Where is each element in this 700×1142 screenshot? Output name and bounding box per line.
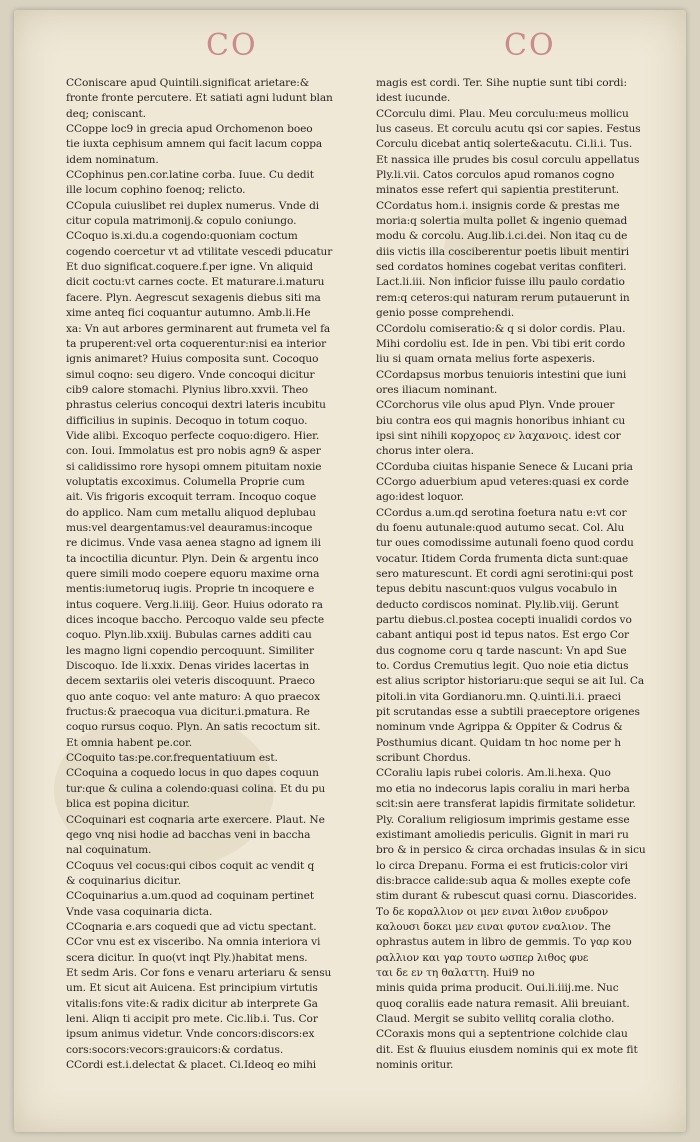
text-line: ta incoctilia dicuntur. Plyn. Dein & argentu inco (66, 552, 319, 565)
text-line: cors:socors:vecors:grauicors:& cordatus. (66, 1043, 284, 1056)
text-line: Et nassica ille prudes bis cosul corculu appellatus (376, 153, 640, 166)
text-line: CCoppe loc9 in grecia apud Orchomenon boeo (66, 123, 313, 136)
text-line: chorus inter olera. (376, 445, 474, 458)
text-line: Mihi cordoliu est. Ide in pen. Vbi tibi erit cordo (376, 337, 626, 350)
text-line: dus cognome coru q tarde nascunt: Vn apd Sue (376, 644, 627, 657)
text-line: tur oues comodissime autunali foeno quod cordu (376, 537, 634, 550)
text-line: diis victis illa cosciberentur poetis libuit mentiri (376, 245, 630, 258)
text-line: liu si quam ornata melius forte aspexeris. (376, 353, 596, 366)
text-line: dices incoque baccho. Percoquo valde seu pfecte (66, 614, 325, 627)
text-line: CConiscare apud Quintili.significat arietare:& (66, 77, 310, 89)
text-line: modu & corcolu. Aug.lib.i.ci.dei. Non itaq cu de (376, 230, 628, 243)
text-line: qego vnq nisi hodie ad bacchas veni in baccha (66, 828, 311, 841)
text-line: facere. Plyn. Aegrescut sexagenis diebus siti ma (66, 291, 321, 304)
text-line: ραλλιον και γαρ τουτο ωσπερ λιθος φυε (376, 951, 589, 964)
text-line: CCordus a.um.qd serotina foetura natu e:vt cor (376, 506, 627, 519)
text-line: nominis oritur. (376, 1059, 454, 1071)
text-line: Vnde vasa coquinaria dicta. (66, 905, 213, 918)
text-line: genio posse comprehendi. (376, 307, 515, 320)
text-line: CCordapsus morbus tenuioris intestini que iuni (376, 368, 627, 381)
text-line: simul coqno: seu digero. Vnde concoqui dicitur (66, 368, 315, 381)
book-page (14, 10, 686, 1132)
text-line: CCorduba ciuitas hispanie Senece & Lucani pria (376, 460, 633, 473)
text-line: dit. Est & fluuius eiusdem nominis qui ex mote fit (376, 1043, 638, 1056)
text-line: est alius scriptor historiaru:que sequi se ait Iul. Ca (376, 675, 645, 688)
text-line: intus coquere. Verg.li.iiij. Geor. Huius odorato ra (66, 598, 323, 611)
text-line: tie iuxta cephisum amnem qui facit lacum coppa (66, 138, 323, 151)
text-line: to. Cordus Cremutius legit. Quo noie etia dictus (376, 660, 629, 673)
text-line: phrastus celerius concoqui dextri lateris incubitu (66, 399, 326, 412)
text-line: minis quida prima producit. Oui.li.iiij.me. Nuc (376, 982, 619, 995)
text-line: scit:sin aere transferat lapidis firmitate solidetur. (376, 798, 636, 811)
text-line: Claud. Mergit se subito vellitq coralia clotho. (376, 1012, 615, 1025)
text-line: καλουσι δοκει μεν ειναι φυτον εναλιον. The (376, 920, 611, 933)
text-line: minatos esse refert qui sapientia prestiterunt. (376, 184, 620, 197)
text-line: deq; coniscant. (66, 107, 146, 120)
text-line: nal coquinatum. (66, 844, 152, 857)
text-line: citur copula matrimonij.& copulo coniungo. (66, 215, 297, 228)
text-line: moria:q solertia multa pollet & ingenio quemad (376, 215, 628, 228)
text-line: decem sextariis olei veteris discoquunt. Praeco (66, 675, 315, 688)
text-line: Ply.li.vii. Catos corculos apud romanos cogno (376, 169, 615, 182)
text-line: mo etia no indecorus lapis coraliu in mari herba (376, 782, 630, 795)
text-line: CCorgo aduerbium apud veteres:quasi ex corde (376, 475, 629, 488)
text-line: CCoqnaria e.ars coquedi que ad victu spectant. (66, 920, 317, 933)
text-line: ago:idest loquor. (376, 491, 464, 504)
text-line: si calidissimo rore hysopi omnem pituitam noxie (66, 460, 322, 473)
text-line: Discoquo. Ide li.xxix. Denas virides lacertas in (66, 660, 310, 673)
text-line: ait. Vis frigoris excoquit terram. Incoquo coque (66, 491, 317, 504)
text-line: lus caseus. Et corculu acutu qsi cor sapies. Festus (376, 123, 641, 136)
text-line: quere simili modo coepere equoru maxime orna (66, 568, 320, 580)
text-line: ille locum cophino foenoq; relicto. (66, 184, 246, 197)
text-line: CCor vnu est ex visceribo. Na omnia interiora vi (66, 936, 321, 949)
text-line: existimant amoliedis periculis. Gignit in mari ru (376, 828, 629, 841)
text-line: sed cordatos homines cogebat veritas confiteri. (376, 261, 627, 274)
text-line: CCoquito tas:pe.cor.frequentatiuum est. (66, 752, 278, 765)
text-line: ipsum animus videtur. Vnde concors:discors:ex (66, 1028, 315, 1041)
text-line: ta pruperent:vel orta coquerentur:nisi ea interior (66, 337, 327, 350)
text-line: ophrastus autem in libro de gemmis. Το γαρ κου (376, 936, 632, 949)
text-line: xa: Vn aut arbores germinarent aut frumeta vel fa (66, 322, 331, 335)
text-line: pit scrutandas esse a subtili praeceptore origenes (376, 706, 640, 719)
text-line: um. Et sicut ait Auicena. Est principium virtutis (66, 982, 318, 995)
text-line: ores iliacum nominant. (376, 383, 498, 396)
text-line: coquo. Plyn.lib.xxiij. Bubulas carnes additi cau (66, 629, 312, 642)
text-line: magis est cordi. Ter. Sihe nuptie sunt tibi cordi: (376, 77, 627, 89)
text-line: fronte fronte percutere. Et satiati agni ludunt blan (66, 92, 333, 105)
text-line: CCophinus pen.cor.latine corba. Iuue. Cu dedit (66, 169, 314, 182)
text-line: CCoraliu lapis rubei coloris. Am.li.hexa. Quo (376, 767, 611, 780)
text-line: tur:que & culina a colendo:quasi colina. Et du pu (66, 782, 326, 795)
text-line: Vide alibi. Excoquo perfecte coquo:digero. Hier. (66, 429, 320, 442)
text-line: Το δε κοραλλιον οι μεν ειναι λιθον ενυδρον (376, 905, 609, 918)
text-line: CCoquina a coquedo locus in quo dapes coquun (66, 767, 319, 780)
text-line: Et omnia habent pe.cor. (66, 736, 193, 749)
text-line: CCorculu dimi. Plau. Meu corculu:meus mollicu (376, 107, 629, 120)
text-line: voluptatis excoximus. Columella Proprie cum (66, 475, 305, 488)
text-line: stim durant & rubescut quasi cornu. Diascorides. (376, 890, 637, 903)
text-line: idem nominatum. (66, 153, 159, 166)
text-line: les magno ligni copendio percoquunt. Similiter (66, 644, 314, 657)
text-line: cogendo coercetur vt ad vtilitate vescedi pducatur (66, 245, 333, 258)
text-line: CCorchorus vile olus apud Plyn. Vnde prouer (376, 399, 615, 412)
text-line: & coquinarius dicitur. (66, 874, 181, 887)
text-line: CCoquo is.xi.du.a cogendo:quoniam coctum (66, 230, 298, 243)
text-line: quo ante coquo: vel ante maturo: A quo praecox (66, 690, 320, 703)
running-head-left: CO (206, 28, 258, 63)
text-line: Corculu dicebat antiq solerte&acutu. Ci.li.i. Tus. (376, 138, 633, 151)
text-line: CCordolu comiseratio:& q si dolor cordis. Plau. (376, 322, 626, 335)
right-text-column (376, 76, 658, 1073)
text-line: CCoquinarius a.um.quod ad coquinam pertinet (66, 890, 314, 903)
text-line: fructus:& praecoqua vua dicitur.i.pmatura. Re (66, 706, 310, 719)
text-line: scera dicitur. In quo(vt inqt Ply.)habitat mens. (66, 951, 308, 964)
text-line: lo circa Drepanu. Forma ei est fruticis:color viri (376, 859, 628, 872)
text-line: nominum vnde Agrippa & Oppiter & Codrus & (376, 721, 623, 734)
text-line: CCoquinari est coqnaria arte exercere. Plaut. Ne (66, 813, 325, 826)
running-head-right: CO (504, 28, 556, 63)
text-line: leni. Aliqn ti accipit pro mete. Cic.lib.i. Tus. Cor (66, 1012, 318, 1025)
text-line: CCoraxis mons qui a septentrione colchide clau (376, 1028, 628, 1041)
text-line: cabant antiqui post id tepus natos. Est ergo Cor (376, 629, 629, 642)
text-line: CCordi est.i.delectat & placet. Ci.Ideoq eo mihi (66, 1059, 317, 1071)
text-line: Ply. Coralium religiosum imprimis gestame esse (376, 813, 630, 826)
text-line: CCordatus hom.i. insignis corde & prestas me (376, 199, 620, 212)
text-line: Posthumius dicant. Quidam tn hoc nome per h (376, 736, 621, 749)
text-line: cib9 calore stomachi. Plynius libro.xxvii. Theo (66, 383, 309, 396)
text-line: Et duo significat.coquere.f.per igne. Vn aliquid (66, 261, 313, 274)
text-line: mus:vel deargentamus:vel deauramus:incoque (66, 521, 313, 534)
text-line: ignis animaret? Huius composita sunt. Cocoquo (66, 353, 319, 366)
text-line: xime anteq fici coquantur autumno. Amb.li.He (66, 307, 311, 320)
text-line: dis:bracce calide:sub aqua & molles exepte cofe (376, 874, 631, 887)
text-line: vocatur. Itidem Corda frumenta dicta sunt:quae (376, 552, 629, 565)
text-line: difficilius in supinis. Decoquo in totum coquo. (66, 414, 308, 427)
text-line: biu contra eos qui magnis honoribus inhiant cu (376, 414, 626, 427)
text-line: CCopula cuiuslibet rei duplex numerus. Vnde di (66, 199, 320, 212)
text-line: coquo rursus coquo. Plyn. An satis recoctum sit. (66, 721, 321, 734)
text-line: bro & in persico & circa orchadas insulas & in sicu (376, 844, 646, 857)
text-line: blica est popina dicitur. (66, 798, 190, 811)
left-text-column (66, 76, 348, 1073)
text-line: sero maturescunt. Et cordi agni serotini:qui post (376, 568, 634, 580)
text-line: quoq coraliis eade natura remasit. Alii breuiant. (376, 997, 630, 1010)
text-line: mentis:iumetoruq iugis. Proprie tn incoquere e (66, 583, 315, 596)
text-line: scribunt Chordus. (376, 752, 471, 765)
text-line: rem:q ceteros:qui naturam rerum putauerunt in (376, 291, 630, 304)
text-line: idest iucunde. (376, 92, 451, 105)
text-line: con. Ioui. Immolatus est pro nobis agn9 & asper (66, 445, 321, 458)
text-line: du foenu autunale:quod autumo secat. Col. Alu (376, 521, 625, 534)
text-line: tepus debitu nascunt:quos vulgus vocabulo in (376, 583, 618, 596)
text-line: partu diebus.cl.postea cocepti inualidi cordos vo (376, 614, 632, 627)
text-line: vitalis:fons vite:& radix dicitur ab interprete Ga (66, 997, 318, 1010)
text-line: dicit coctu:vt carnes cocte. Et maturare.i.maturu (66, 276, 325, 289)
text-line: deducto cordiscos nominat. Ply.lib.viij. Gerunt (376, 598, 619, 611)
text-line: Et sedm Aris. Cor fons e venaru arteriaru & sensu (66, 966, 332, 979)
text-line: CCoquus vel cocus:qui cibos coquit ac vendit q (66, 859, 315, 872)
text-line: ipsi sint nihili κορχορος εν λαχανοις. idest cor (376, 429, 621, 442)
text-line: ται δε εν τη θαλαττη. Hui9 no (376, 966, 535, 979)
text-line: pitoli.in vita Gordianoru.mn. Q.uinti.li.i. praeci (376, 690, 621, 703)
text-line: do applico. Nam cum metallu aliquod deplubau (66, 506, 316, 519)
text-line: re dicimus. Vnde vasa aenea stagno ad ignem ili (66, 537, 321, 550)
text-line: Lact.li.iii. Non inficior fuisse illu paulo cordatio (376, 276, 625, 289)
